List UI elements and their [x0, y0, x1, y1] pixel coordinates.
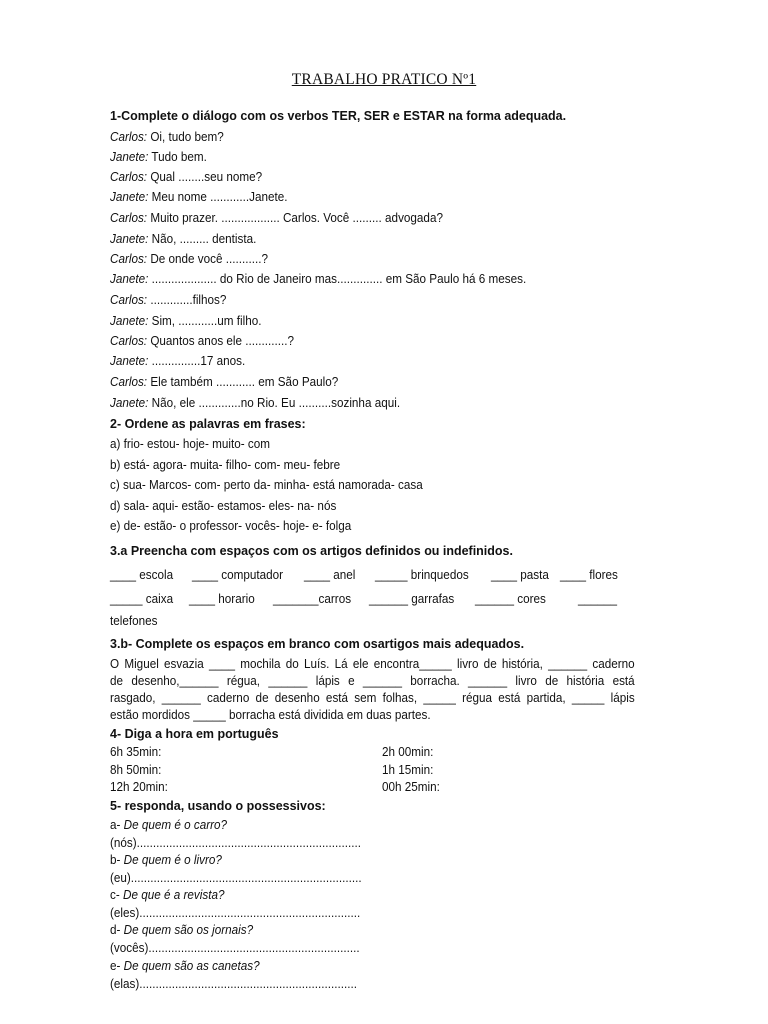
section-3b-heading: 3.b- Complete os espaços em branco com osartigos mais adequados.	[110, 636, 525, 651]
article-blank: ____ horario	[189, 591, 255, 606]
section-2-heading: 2- Ordene as palavras em frases:	[110, 416, 306, 431]
dialogue-line: Janete: Não, ele .............no Rio. Eu ..........sozinha aqui.	[110, 395, 401, 410]
paragraph-line: de desenho,______ régua, ______ lápis e ______ borracha. ______ livro de história está	[110, 673, 635, 688]
time-item: 00h 25min:	[382, 779, 440, 794]
dialogue-line: Carlos: Oi, tudo bem?	[110, 129, 224, 144]
dialogue-line: Janete: Sim, ............um filho.	[110, 313, 262, 328]
section-4-heading: 4- Diga a hora em português	[110, 726, 279, 741]
question: b- De quem é o livro?	[110, 852, 222, 867]
question: d- De quem são os jornais?	[110, 922, 254, 937]
list-item: e) de- estão- o professor- vocês- hoje- e- folga	[110, 518, 352, 533]
page-title: TRABALHO PRATICO Nº1	[291, 71, 477, 88]
article-blank: _______carros	[273, 591, 352, 606]
answer-line: (elas)...................................................................	[110, 976, 358, 991]
time-item: 6h 35min:	[110, 744, 162, 759]
article-blank: ____ flores	[560, 567, 618, 582]
article-blank: ______	[578, 591, 618, 606]
answer-line: (nós).....................................................................	[110, 835, 361, 850]
article-blank: _____ caixa	[110, 591, 174, 606]
dialogue-line: Carlos: Ele também ............ em São Paulo?	[110, 374, 339, 389]
question: e- De quem são as canetas?	[110, 958, 260, 973]
dialogue-line: Janete: Meu nome ............Janete.	[110, 189, 288, 204]
dialogue-line: Janete: Tudo bem.	[110, 149, 207, 164]
article-blank: ____ computador	[192, 567, 284, 582]
list-item: c) sua- Marcos- com- perto da- minha- está namorada- casa	[110, 477, 423, 492]
answer-line: (eu).......................................................................	[110, 870, 362, 885]
list-item: d) sala- aqui- estão- estamos- eles- na- nós	[110, 498, 337, 513]
dialogue-line: Carlos: Quantos anos ele .............?	[110, 333, 295, 348]
answer-line: (eles)....................................................................	[110, 905, 361, 920]
paragraph-line: estão mordidos _____ borracha está dividida em duas partes.	[110, 707, 431, 722]
dialogue-line: Carlos: Qual ........seu nome?	[110, 169, 263, 184]
answer-line: (vocês).................................................................	[110, 940, 360, 955]
paragraph-line: O Miguel esvazia ____ mochila do Luís. Lá ele encontra_____ livro de história, ______ caderno	[110, 656, 635, 671]
article-blank: ____ escola	[110, 567, 174, 582]
section-1-heading: 1-Complete o diálogo com os verbos TER, SER e ESTAR na forma adequada.	[110, 108, 567, 123]
question: a- De quem é o carro?	[110, 817, 228, 832]
time-item: 1h 15min:	[382, 762, 434, 777]
dialogue-line: Janete: .................... do Rio de Janeiro mas.............. em São Paulo há 6 meses.	[110, 271, 527, 286]
dialogue-line: Carlos: .............filhos?	[110, 292, 227, 307]
dialogue-line: Carlos: Muito prazer. .................. Carlos. Você ......... advogada?	[110, 210, 443, 225]
article-blank: telefones	[110, 613, 158, 628]
article-blank: ______ cores	[475, 591, 546, 606]
dialogue-line: Janete: ...............17 anos.	[110, 353, 246, 368]
dialogue-line: Carlos: De onde você ...........?	[110, 251, 269, 266]
section-5-heading: 5- responda, usando o possessivos:	[110, 798, 326, 813]
paragraph-line: rasgado, ______ caderno de desenho está sem folhas, _____ régua está partida, _____ lápis	[110, 690, 635, 705]
time-item: 12h 20min:	[110, 779, 168, 794]
article-blank: ______ garrafas	[369, 591, 455, 606]
article-blank: ____ anel	[304, 567, 356, 582]
time-item: 8h 50min:	[110, 762, 162, 777]
dialogue-line: Janete: Não, ......... dentista.	[110, 231, 257, 246]
article-blank: _____ brinquedos	[375, 567, 469, 582]
list-item: b) está- agora- muita- filho- com- meu- febre	[110, 457, 341, 472]
time-item: 2h 00min:	[382, 744, 434, 759]
article-blank: ____ pasta	[491, 567, 549, 582]
section-3a-heading: 3.a Preencha com espaços com os artigos definidos ou indefinidos.	[110, 543, 513, 558]
list-item: a) frio- estou- hoje- muito- com	[110, 436, 270, 451]
question: c- De que é a revista?	[110, 887, 225, 902]
